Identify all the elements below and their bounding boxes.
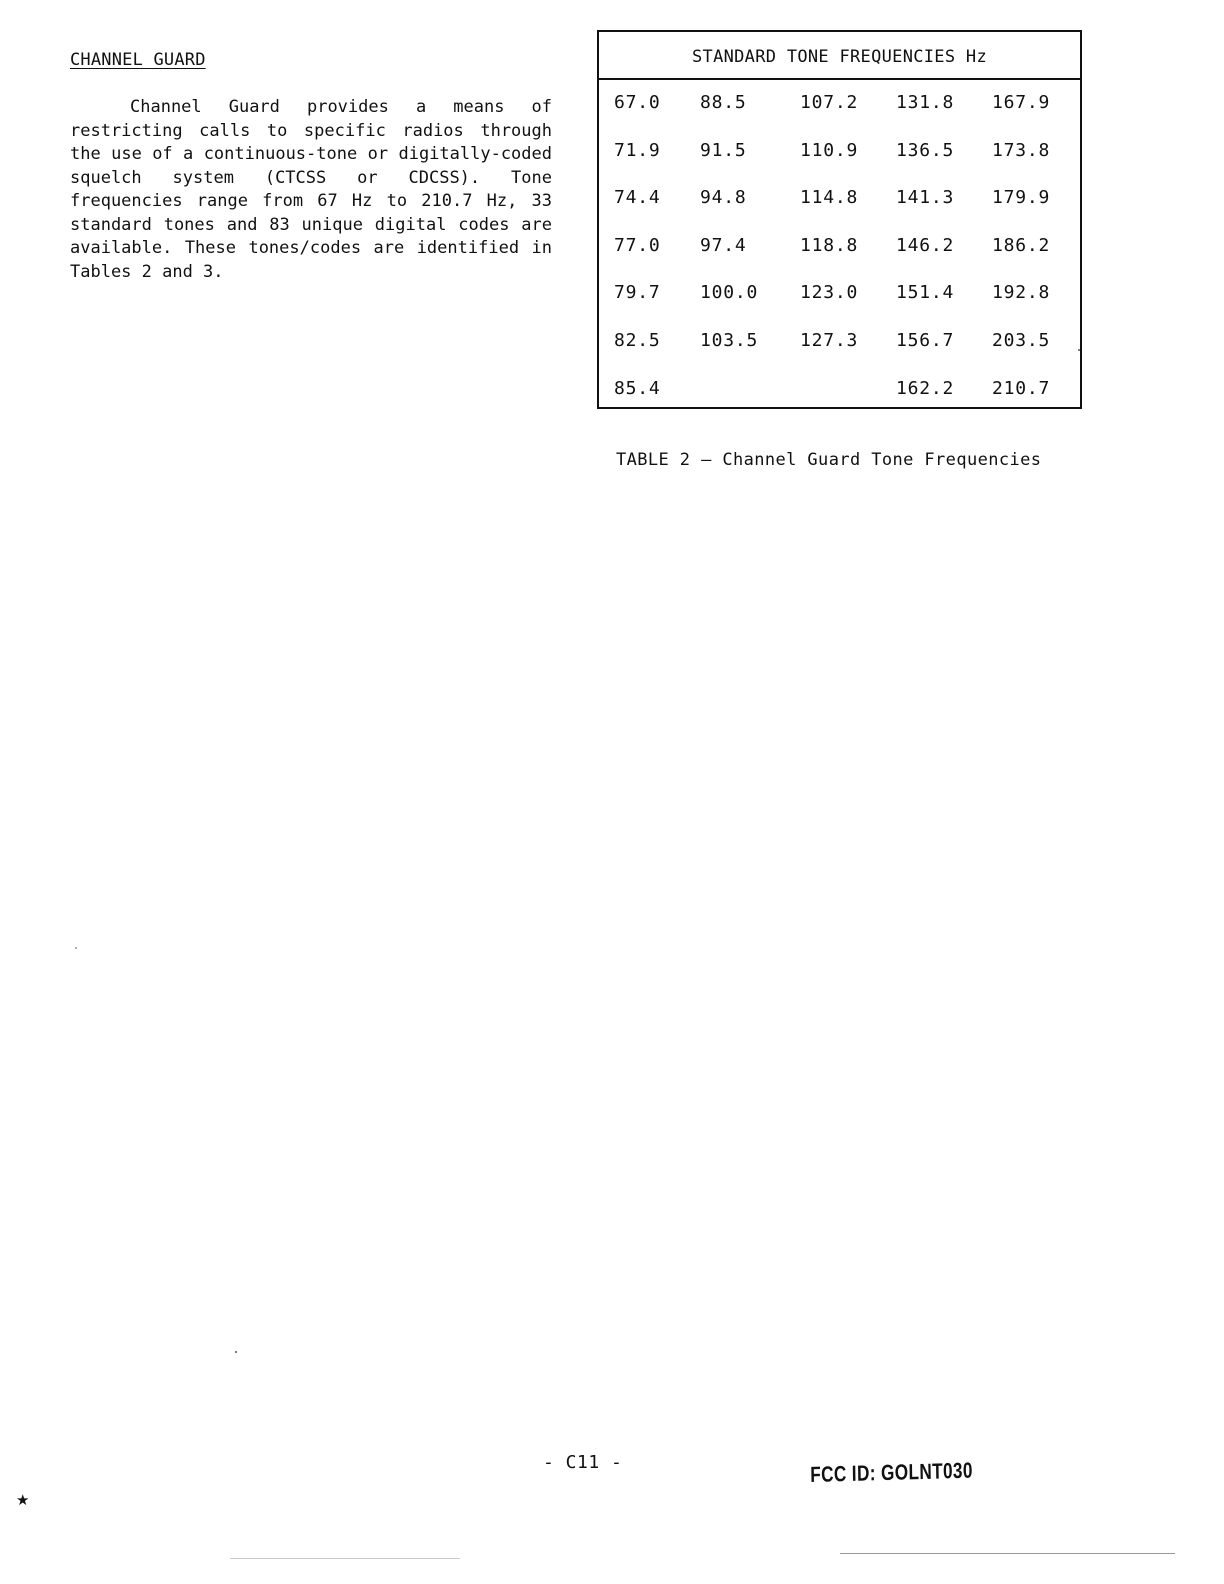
channel-guard-paragraph: Channel Guard provides a means of restricting calls to specific radios through the use of a continuous-tone or digitally-coded squelch system (CTCSS or CDCSS). Tone frequencies range from 67 Hz to 210.7 Hz, 33 standard tones and 83 unique digital codes are available. These tones/codes are identified in Tables 2 and 3.: [70, 97, 552, 282]
star-icon: ★: [16, 1491, 30, 1509]
table-row: [599, 223, 1080, 271]
tone-value: 103.5: [700, 329, 759, 351]
tone-value: 67.0: [614, 92, 661, 113]
scan-artifact-line: [230, 1558, 460, 1559]
tone-value: 71.9: [614, 139, 661, 161]
scan-artifact-dot: [1078, 349, 1080, 351]
tone-value: 131.8: [896, 92, 955, 113]
tone-value: 210.7: [992, 377, 1051, 399]
table-row: [599, 80, 1080, 128]
tone-value: 146.2: [896, 234, 955, 256]
tone-value: 167.9: [992, 92, 1051, 113]
tone-value: 141.3: [896, 187, 955, 209]
tone-value: 173.8: [992, 139, 1051, 161]
tone-value: 82.5: [614, 329, 661, 351]
page-number: - C11 -: [543, 1452, 623, 1473]
table-row: [599, 128, 1080, 176]
tone-value: 79.7: [614, 282, 661, 304]
tone-value: 91.5: [700, 139, 747, 161]
tone-value: 123.0: [800, 282, 859, 304]
tone-value: 203.5: [992, 329, 1051, 351]
table-row: [599, 318, 1080, 366]
tone-value: 162.2: [896, 377, 955, 399]
tone-value: 100.0: [700, 282, 759, 304]
scan-artifact-dot: [75, 947, 77, 949]
tone-value: 74.4: [614, 187, 661, 209]
tone-value: 127.3: [800, 329, 859, 351]
table-row: [599, 270, 1080, 318]
table-row: [599, 366, 1080, 414]
tone-value: 88.5: [700, 92, 747, 113]
section-heading: CHANNEL GUARD: [70, 50, 206, 70]
tone-value: 136.5: [896, 139, 955, 161]
tone-frequency-table: [597, 30, 1082, 409]
tone-table-body: [599, 80, 1080, 413]
table-caption: TABLE 2 – Channel Guard Tone Frequencies: [616, 450, 1042, 470]
tone-value: 192.8: [992, 282, 1051, 304]
table-row: [599, 175, 1080, 223]
tone-value: 156.7: [896, 329, 955, 351]
tone-value: 118.8: [800, 234, 859, 256]
tone-value: 179.9: [992, 187, 1051, 209]
tone-value: 77.0: [614, 234, 661, 256]
tone-value: 107.2: [800, 92, 859, 113]
tone-value: 186.2: [992, 234, 1051, 256]
tone-value: 85.4: [614, 377, 661, 399]
fcc-id-stamp: FCC ID: GOLNT030: [810, 1457, 973, 1487]
scan-artifact-line: [840, 1553, 1175, 1554]
tone-table-header: STANDARD TONE FREQUENCIES Hz: [599, 32, 1080, 80]
tone-value: 97.4: [700, 234, 747, 256]
tone-value: 94.8: [700, 187, 747, 209]
tone-value: 114.8: [800, 187, 859, 209]
tone-value: 110.9: [800, 139, 859, 161]
scan-artifact-dot: [235, 1351, 237, 1353]
tone-value: 151.4: [896, 282, 955, 304]
